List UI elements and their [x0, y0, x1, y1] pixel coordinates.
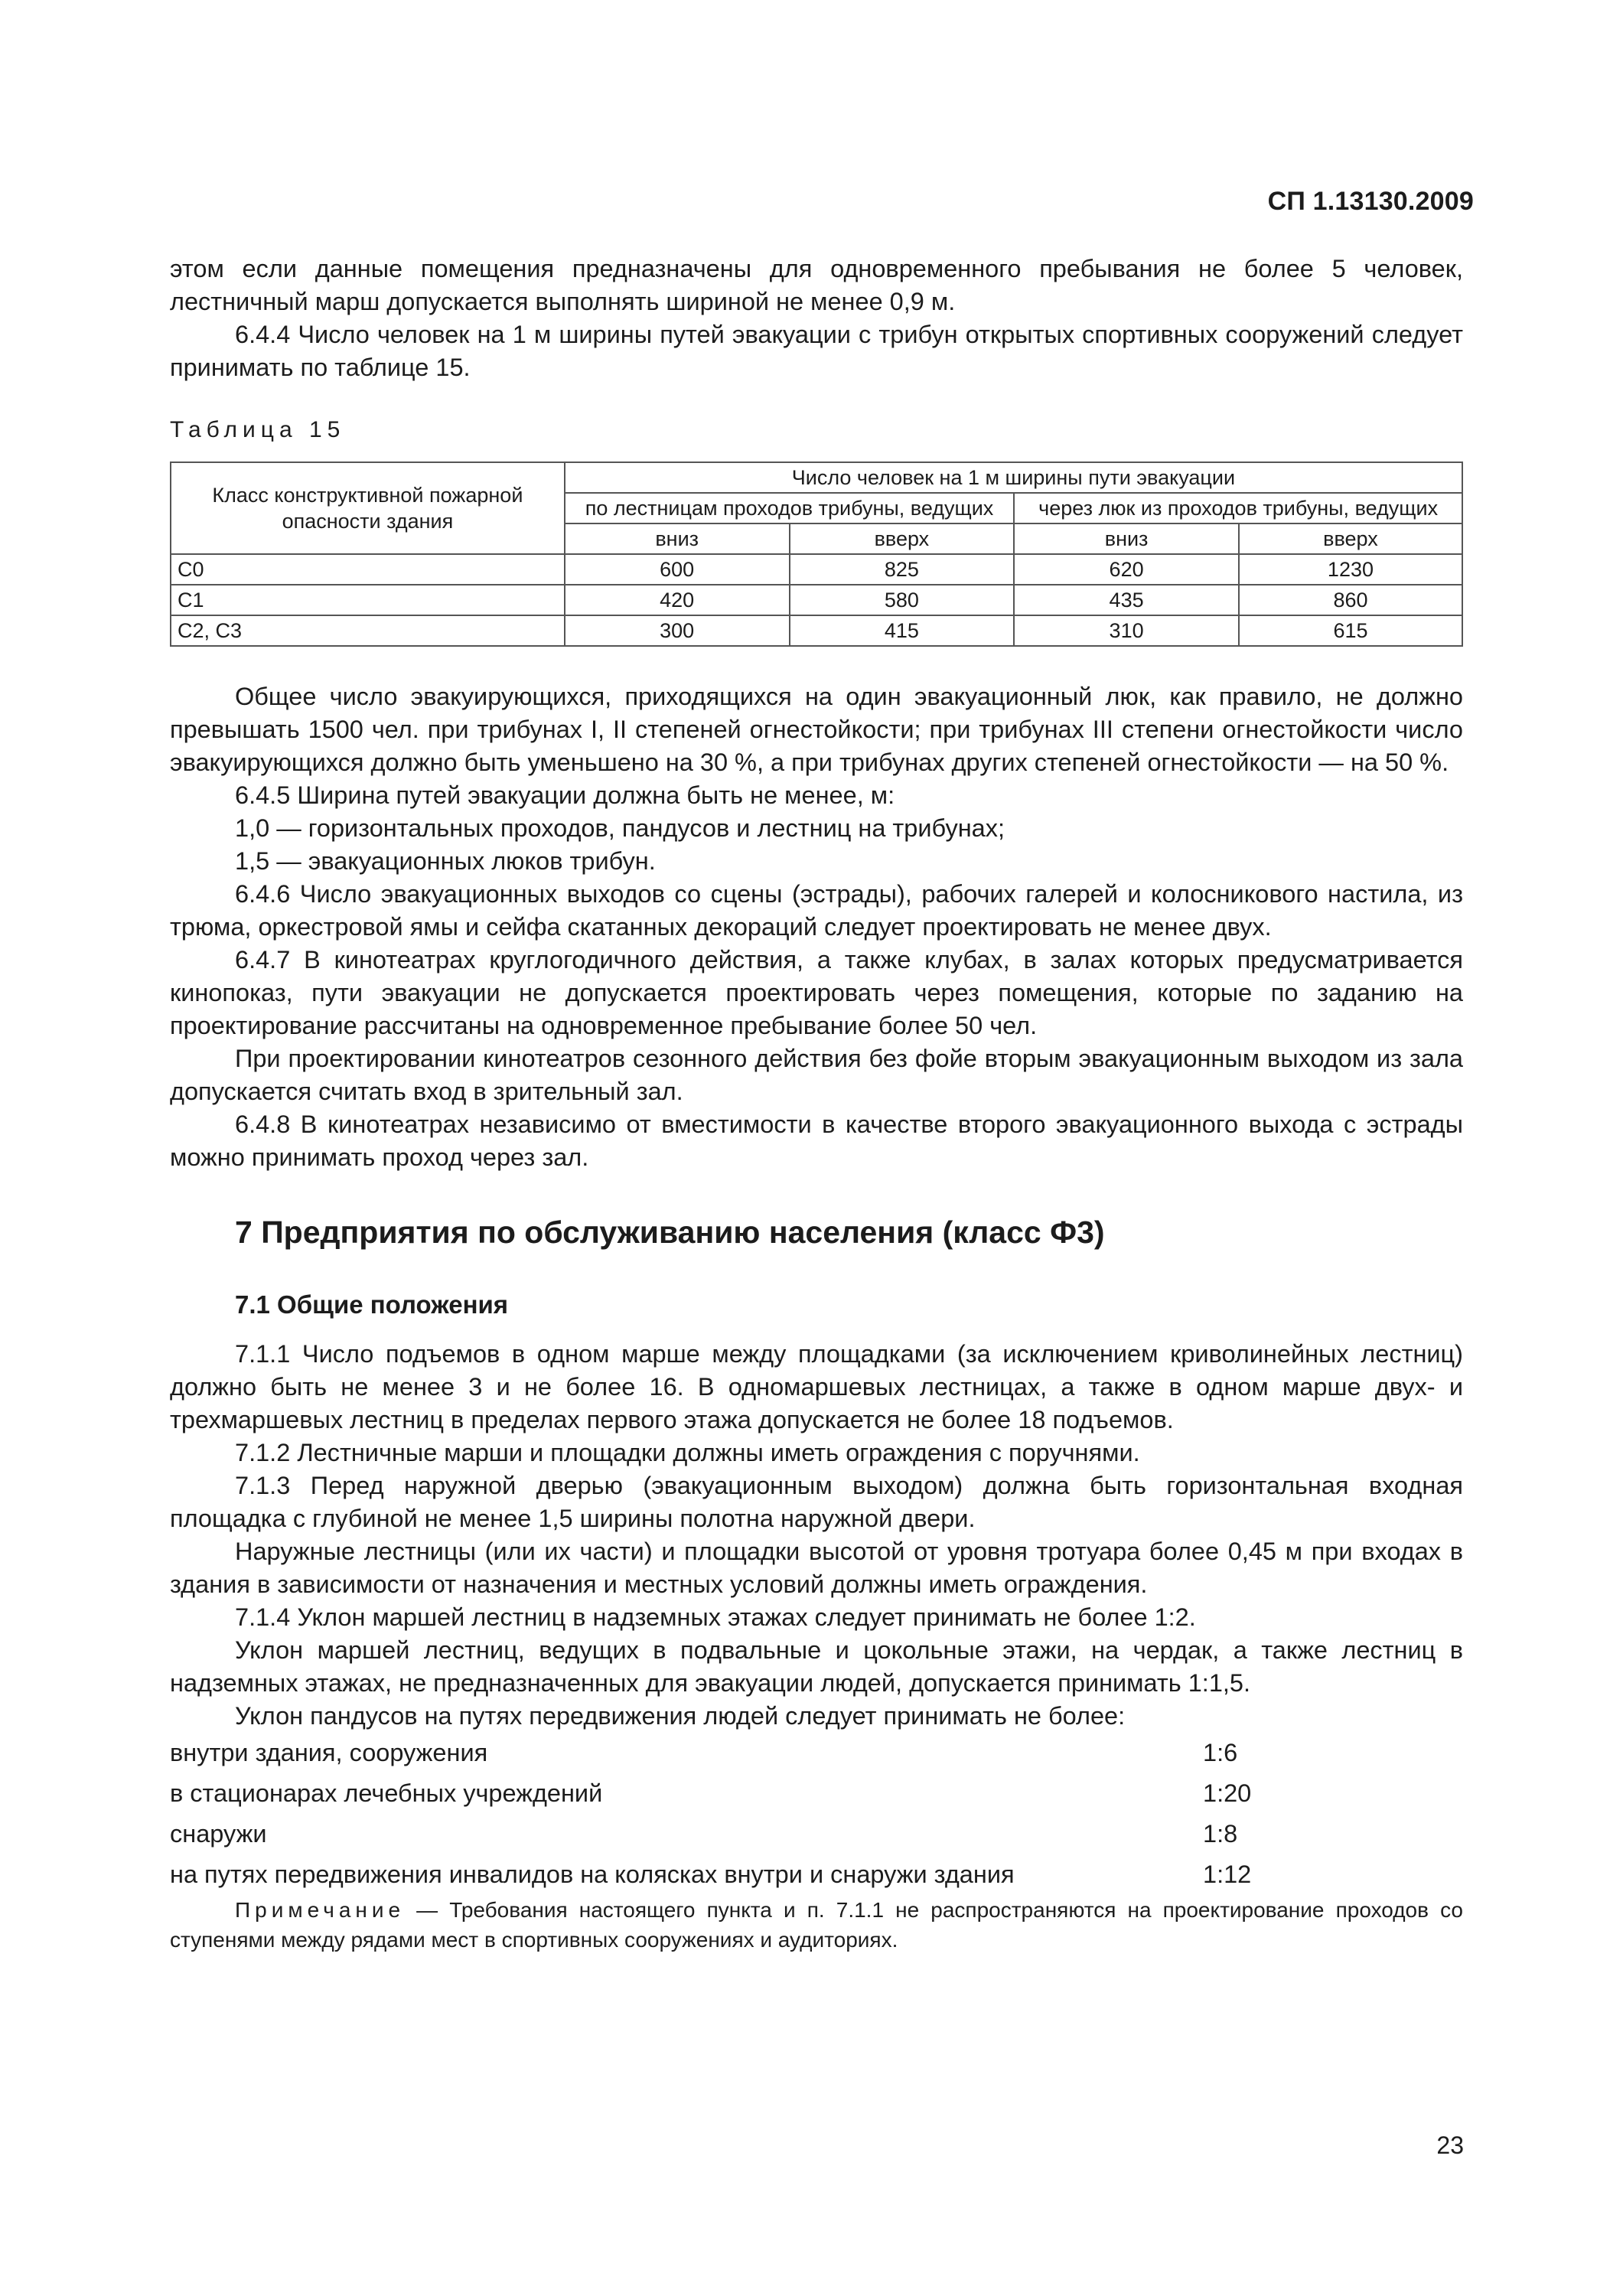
- note: [170, 1895, 1463, 1955]
- slope-label: в стационарах лечебных учреждений: [170, 1779, 603, 1807]
- table-header-stairs: по лестницам проходов трибуны, ведущих: [565, 493, 1014, 523]
- table-cell: 300: [565, 615, 790, 646]
- subsection-heading: 7.1 Общие положения: [235, 1290, 509, 1319]
- table-header-down: вниз: [565, 523, 790, 554]
- table-header-hatch: через люк из проходов трибуны, ведущих: [1014, 493, 1462, 523]
- table-header-up: вверх: [790, 523, 1015, 554]
- paragraph: 6.4.8 В кинотеатрах независимо от вместимости в качестве второго эвакуационного выхода с эстрады можно принимать проход через зал.: [170, 1110, 1463, 1171]
- table-header-group: Число человек на 1 м ширины пути эвакуации: [565, 462, 1462, 493]
- paragraph: При проектировании кинотеатров сезонного действия без фойе вторым эвакуационным выходом из зала допускается считать вход в зрительный зал.: [170, 1045, 1463, 1105]
- slope-label: снаружи: [170, 1820, 267, 1848]
- table-header-down: вниз: [1014, 523, 1239, 554]
- slope-label: на путях передвижения инвалидов на колясках внутри и снаружи здания: [170, 1861, 1015, 1888]
- table-cell-class: С1: [171, 585, 565, 615]
- table-cell: 420: [565, 585, 790, 615]
- slope-value: 1:6: [1203, 1739, 1238, 1766]
- paragraph: 7.1.4 Уклон маршей лестниц в надземных этажах следует принимать не более 1:2.: [235, 1603, 1196, 1631]
- paragraph: 1,5 — эвакуационных люков трибун.: [235, 847, 656, 875]
- paragraph: 6.4.4 Число человек на 1 м ширины путей эвакуации с трибун открытых спортивных сооружений следует принимать по таблице 15.: [170, 321, 1463, 381]
- table-cell: 580: [790, 585, 1015, 615]
- paragraph: Уклон пандусов на путях передвижения людей следует принимать не более:: [235, 1702, 1126, 1730]
- table-row: [171, 615, 1462, 646]
- table-cell: 860: [1239, 585, 1462, 615]
- slope-value: 1:8: [1203, 1820, 1238, 1848]
- note-text: — Требования настоящего пункта и п. 7.1.1 не распространяются на проектирование проходов со ступенями между рядами мест в спортивных сооружениях и аудиториях.: [170, 1898, 1463, 1952]
- table-cell: 435: [1014, 585, 1239, 615]
- paragraph: 7.1.3 Перед наружной дверью (эвакуационным выходом) должна быть горизонтальная входная площадка с глубиной не менее 1,5 ширины полотна наружной двери.: [170, 1472, 1463, 1532]
- table-header-up: вверх: [1239, 523, 1462, 554]
- slope-value: 1:20: [1203, 1779, 1252, 1807]
- slope-list: [170, 1733, 1463, 1895]
- table-15: [170, 461, 1463, 647]
- paragraph: 1,0 — горизонтальных проходов, пандусов и лестниц на трибунах;: [235, 814, 1005, 842]
- document-code: СП 1.13130.2009: [1267, 187, 1474, 216]
- section-heading: 7 Предприятия по обслуживанию населения (класс Ф3): [235, 1215, 1105, 1250]
- table-cell: 1230: [1239, 554, 1462, 585]
- table-header-class: Класс конструктивной пожарной опасности здания: [171, 462, 565, 554]
- paragraph: этом если данные помещения предназначены для одновременного пребывания не более 5 человек, лестничный марш допускается выполнять шириной не менее 0,9 м.: [170, 255, 1463, 315]
- slope-value: 1:12: [1203, 1861, 1252, 1888]
- slope-item: [170, 1854, 1463, 1895]
- paragraph: 6.4.7 В кинотеатрах круглогодичного действия, а также клубах, в залах которых предусматривается кинопоказ, пути эвакуации не допускается проектировать через помещения, которые по заданию на проектирование рассчитаны на одновременное пребывание более 50 чел.: [170, 946, 1463, 1039]
- table-row: [171, 585, 1462, 615]
- paragraph: Уклон маршей лестниц, ведущих в подвальные и цокольные этажи, на чердак, а также лестниц в надземных этажах, не предназначенных для эвакуации людей, допускается принимать 1:1,5.: [170, 1636, 1463, 1697]
- paragraph: Наружные лестницы (или их части) и площадки высотой от уровня тротуара более 0,45 м при входах в здания в зависимости от назначения и местных условий должны иметь ограждения.: [170, 1538, 1463, 1598]
- table-cell-class: С2, С3: [171, 615, 565, 646]
- paragraph: 6.4.6 Число эвакуационных выходов со сцены (эстрады), рабочих галерей и колосникового настила, из трюма, оркестровой ямы и сейфа скатанных декораций следует проектировать не менее двух.: [170, 880, 1463, 941]
- table-cell: 600: [565, 554, 790, 585]
- table-row: [171, 554, 1462, 585]
- table-caption: Таблица 15: [170, 417, 346, 442]
- table-cell: 825: [790, 554, 1015, 585]
- slope-item: [170, 1814, 1463, 1854]
- page-number: 23: [1436, 2131, 1464, 2159]
- slope-label: внутри здания, сооружения: [170, 1739, 488, 1766]
- note-label: Примечание: [235, 1898, 406, 1922]
- paragraph: 6.4.5 Ширина путей эвакуации должна быть не менее, м:: [235, 781, 895, 809]
- table-cell: 310: [1014, 615, 1239, 646]
- paragraph: Общее число эвакуирующихся, приходящихся на один эвакуационный люк, как правило, не должно превышать 1500 чел. при трибунах I, II степеней огнестойкости; при трибунах III степени огнестойкости число эвакуирующихся должно быть уменьшено на 30 %, а при трибунах других степеней огнестойкости — на 50 %.: [170, 683, 1463, 776]
- body-text: [170, 680, 1463, 1174]
- table-header-row: [171, 462, 1462, 493]
- table-cell: 620: [1014, 554, 1239, 585]
- table-cell: 615: [1239, 615, 1462, 646]
- page-content: [170, 253, 1463, 1955]
- paragraph: 7.1.1 Число подъемов в одном марше между площадками (за исключением криволинейных лестниц) должно быть не менее 3 и не более 16. В одномаршевых лестницах, а также в одном марше двух- и трехмаршевых лестниц в пределах первого этажа допускается не более 18 подъемов.: [170, 1340, 1463, 1433]
- table-cell-class: С0: [171, 554, 565, 585]
- table-cell: 415: [790, 615, 1015, 646]
- slope-item: [170, 1733, 1463, 1773]
- slope-item: [170, 1773, 1463, 1814]
- paragraph: 7.1.2 Лестничные марши и площадки должны иметь ограждения с поручнями.: [235, 1439, 1140, 1466]
